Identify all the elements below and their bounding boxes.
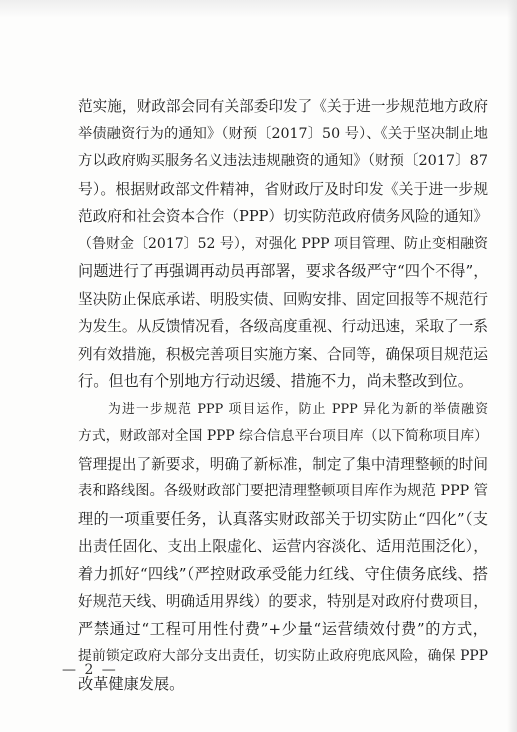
text-line: 表和路线图。各级财政部门要把清理整顿项目库作为规范 PPP 管 — [78, 483, 488, 499]
text-line: 好规范天线、明确适用界线）的要求，特别是对政府付费项目， — [78, 593, 488, 610]
text-line: 为进一步规范 PPP 项目运作，防止 PPP 异化为新的举债融资 — [108, 401, 488, 417]
text-line: 列有效措施，积极完善项目实施方案、合同等，确保项目规范运 — [78, 345, 488, 363]
text-line: 着力抓好“四线”（严控财政承受能力红线、守住债务底线、搭 — [78, 564, 488, 583]
text-line: 提前锁定政府大部分支出责任，切实防止政府兜底风险，确保 PPP — [78, 648, 488, 664]
text-line: 为发生。从反馈情况看，各级高度重视、行动迅速，采取了一系 — [78, 318, 488, 335]
text-line: 严禁通过“工程可用性付费”+少量“运营绩效付费”的方式， — [78, 619, 488, 638]
text-line: 方以政府购买服务名义违法违规融资的通知》（财预〔2017〕87 — [78, 153, 488, 169]
text-line: 举债融资行为的通知》（财预〔2017〕50 号）、《关于坚决制止地 — [78, 125, 488, 142]
text-line: （鲁财金〔2017〕52 号），对强化 PPP 项目管理、防止变相融资 — [78, 235, 489, 252]
text-line: 方式，财政部对全国 PPP 综合信息平台项目库（以下简称项目库） — [78, 428, 488, 444]
text-line: 理的一项重要任务，认真落实财政部关于切实防止“四化”（支 — [78, 509, 488, 528]
text-line: 改革健康发展。 — [78, 674, 185, 693]
paragraph-2 — [78, 396, 488, 699]
text-line: 管理提出了新要求，明确了新标准，制定了集中清理整顿的时间 — [78, 455, 488, 473]
text-line: 问题进行了再强调再动员再部署，要求各级严守“四个不得”， — [78, 262, 489, 280]
page-top-shadow — [0, 0, 517, 18]
body-text — [78, 93, 488, 698]
page-number: — 2 — — [62, 662, 118, 678]
page-right-shadow — [507, 0, 517, 732]
paragraph-1 — [78, 93, 488, 396]
text-line: 坚决防止保底承诺、明股实债、回购安排、固定回报等不规范行 — [78, 290, 488, 308]
text-line: 行。但也有个别地方行动迟缓、措施不力，尚未整改到位。 — [78, 372, 473, 390]
text-line: 号）。根据财政部文件精神，省财政厅及时印发《关于进一步规 — [78, 180, 488, 198]
text-line: 范政府和社会资本合作（PPP）切实防范政府债务风险的通知》 — [78, 208, 488, 225]
text-line: 出责任固化、支出上限虚化、运营内容淡化、适用范围泛化）， — [78, 538, 488, 555]
text-line: 范实施，财政部会同有关部委印发了《关于进一步规范地方政府 — [78, 98, 488, 115]
